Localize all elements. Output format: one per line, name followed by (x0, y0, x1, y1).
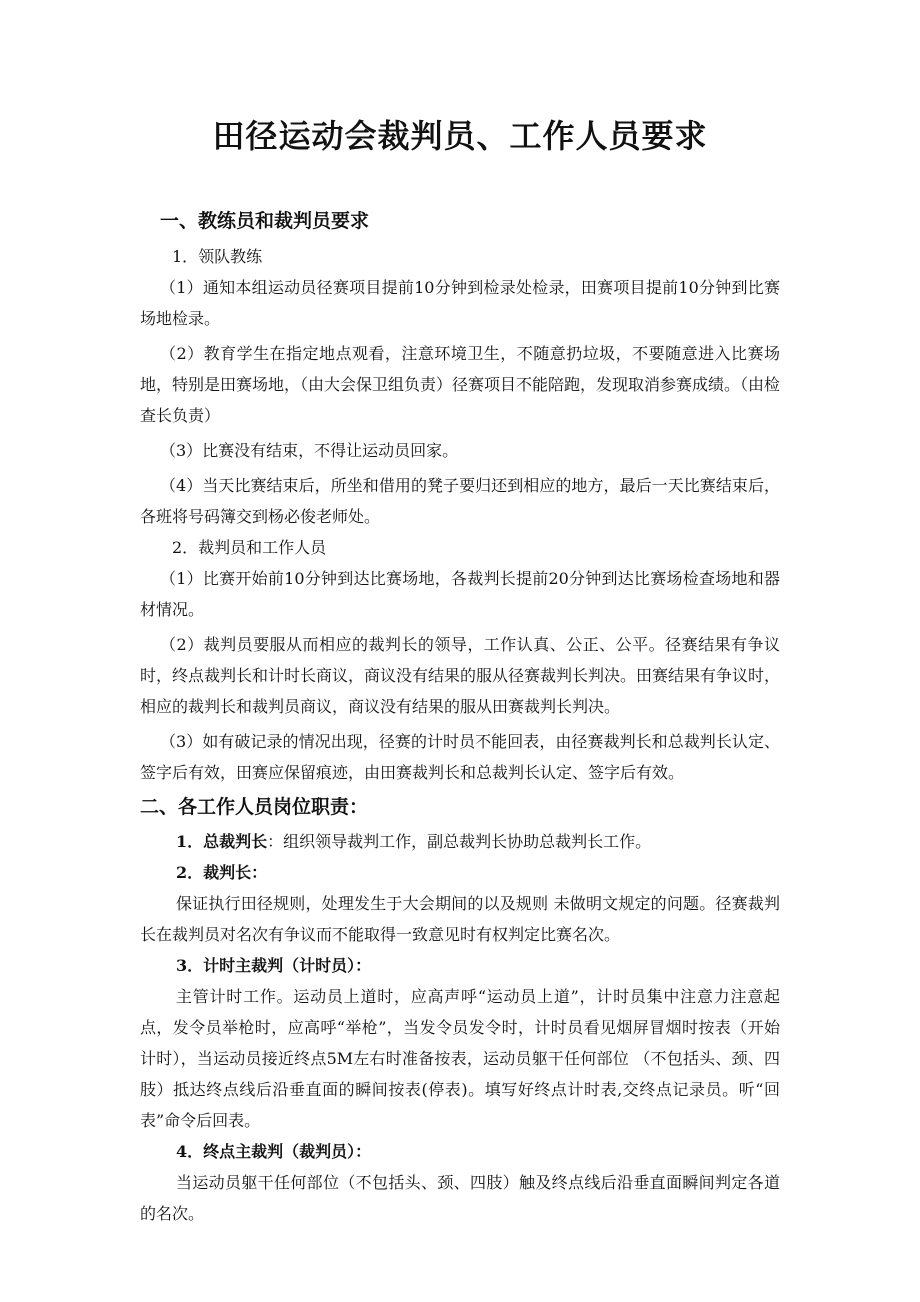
subsection1-item-3: （3）比赛没有结束，不得让运动员回家。 (160, 441, 459, 460)
subsection2-heading: 2．裁判员和工作人员 (172, 538, 327, 557)
document-body (140, 201, 780, 1229)
role-4-body: 当运动员躯干任何部位（不包括头、颈、四肢）触及终点线后沿垂直面瞬间判定各道的名次。 (140, 1173, 780, 1223)
role-4-title: 4．终点主裁判（裁判员）： (176, 1142, 372, 1161)
section2-heading: 二、各工作人员岗位职责： (140, 796, 369, 818)
subsection1-item-4: （4）当天比赛结束后，所坐和借用的凳子要归还到相应的地方，最后一天比赛结束后，各班将号码簿交到杨必俊老师处。 (140, 476, 780, 526)
subsection1-heading: 1．领队教练 (172, 247, 263, 266)
role-1-title: 1．总裁判长 (176, 832, 268, 851)
role-1-inline-text: ：组织领导裁判工作，副总裁判长协助总裁判长工作。 (267, 832, 652, 851)
role-3-body: 主管计时工作。运动员上道时，应高声呼“运动员上道”，计时员集中注意力注意起点，发令员举枪时，应高呼“举枪”，当发令员发令时，计时员看见烟屏冒烟时按表（开始计时），当运动员接近终点5M左右时准备按表，运动员躯干任何部位 （不包括头、颈、四肢）抵达终点线后沿垂直面的瞬间按表(停表)。填写好终点计时表,交终点记录员。听“回表”命令后回表。 (140, 987, 780, 1130)
role-1 (140, 826, 780, 857)
role-2 (140, 857, 780, 888)
role-3-title: 3．计时主裁判（计时员）： (176, 956, 372, 975)
role-2-body: 保证执行田径规则，处理发生于大会期间的以及规则 未做明文规定的问题。径赛裁判长在裁判员对名次有争议而不能取得一致意见时有权判定比赛名次。 (140, 894, 780, 944)
document-title: 田径运动会裁判员、工作人员要求 (212, 117, 708, 155)
role-4 (140, 1136, 780, 1167)
subsection2-item-3: （3）如有破记录的情况出现，径赛的计时员不能回表，由径赛裁判长和总裁判长认定、签字后有效，田赛应保留痕迹，由田赛裁判长和总裁判长认定、签字后有效。 (140, 732, 780, 782)
section1-heading: 一、教练员和裁判员要求 (160, 210, 370, 232)
role-3 (140, 950, 780, 981)
subsection1-item-2: （2）教育学生在指定地点观看，注意环境卫生，不随意扔垃圾，不要随意进入比赛场地，特别是田赛场地，（由大会保卫组负责）径赛项目不能陪跑，发现取消参赛成绩。（由检查长负责） (140, 344, 781, 425)
subsection2-item-2: （2）裁判员要服从而相应的裁判长的领导，工作认真、公正、公平。径赛结果有争议时，终点裁判长和计时长商议，商议没有结果的服从径赛裁判长判决。田赛结果有争议时，相应的裁判长和裁判员商议，商议没有结果的服从田赛裁判长判决。 (140, 635, 781, 716)
subsection1-item-1: （1）通知本组运动员径赛项目提前10分钟到检录处检录，田赛项目提前10分钟到比赛场地检录。 (140, 278, 780, 328)
role-2-title: 2．裁判长： (176, 863, 268, 882)
subsection2-item-1: （1）比赛开始前10分钟到达比赛场地，各裁判长提前20分钟到达比赛场检查场地和器材情况。 (140, 569, 780, 619)
